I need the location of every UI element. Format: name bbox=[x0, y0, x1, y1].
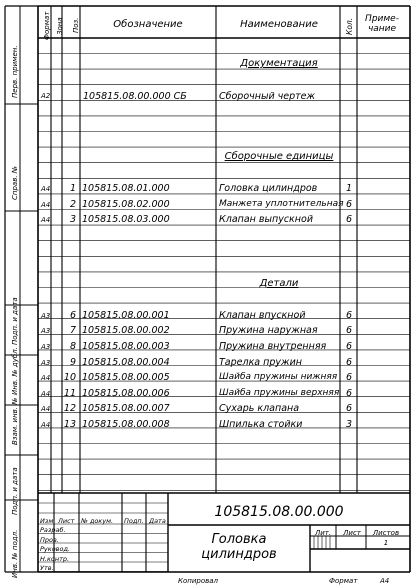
doc-row-name: Сборочный чертеж bbox=[219, 91, 316, 102]
part-row-qty: 6 bbox=[345, 357, 353, 368]
part-row-format: А3 bbox=[41, 312, 51, 320]
part-row-pos: 8 bbox=[69, 341, 76, 352]
asm-row-format: А4 bbox=[41, 201, 51, 209]
header-qty: Кол. bbox=[345, 17, 354, 35]
part-row-qty: 6 bbox=[345, 325, 353, 336]
asm-row-designation: 105815.08.03.000 bbox=[82, 214, 170, 225]
asm-row-format: А4 bbox=[41, 216, 51, 224]
part-row-name: Пружина внутренняя bbox=[219, 341, 327, 352]
header-note-line1: Приме- bbox=[365, 14, 399, 24]
doc-row-format: А2 bbox=[41, 92, 51, 100]
label-vzam-inv: Взам. инв. № bbox=[11, 397, 19, 445]
part-row-pos: 6 bbox=[69, 310, 76, 321]
asm-row-qty: 1 bbox=[345, 183, 353, 194]
tb-label-sign: Подп. bbox=[124, 517, 144, 525]
part-row-designation: 105815.08.00.004 bbox=[82, 357, 170, 368]
part-row-designation: 105815.08.00.008 bbox=[82, 419, 170, 430]
asm-row-qty: 6 bbox=[345, 214, 353, 225]
label-sign-date-1: Подп. и дата bbox=[11, 297, 19, 345]
part-row-name: Тарелка пружин bbox=[219, 357, 302, 368]
asm-row-name: Клапан выпускной bbox=[219, 214, 313, 225]
part-row-designation: 105815.08.00.001 bbox=[82, 310, 170, 321]
header-name: Наименование bbox=[240, 19, 318, 30]
part-row-format: А3 bbox=[41, 327, 51, 335]
header-pos: Поз. bbox=[72, 17, 80, 33]
tb-label-lit: Лит. bbox=[314, 529, 332, 537]
header-note bbox=[365, 14, 399, 35]
tb-sheets-value: 1 bbox=[383, 539, 389, 547]
label-sign-date-2: Подп. и дата bbox=[11, 467, 19, 515]
part-row-name: Пружина наружная bbox=[219, 325, 318, 336]
part-row-pos: 9 bbox=[69, 357, 76, 368]
footer-copied: Копировал bbox=[178, 577, 218, 585]
tb-label-date: Дата bbox=[149, 517, 166, 525]
tb-label-rukovod: Руковод. bbox=[40, 545, 71, 553]
tb-label-izm: Изм. bbox=[40, 517, 56, 525]
header-designation: Обозначение bbox=[113, 19, 183, 30]
tb-label-utv: Утв. bbox=[40, 564, 54, 572]
label-inv-dubl: Инв. № дубл. bbox=[11, 347, 19, 395]
part-row-name: Шайба пружины верхняя bbox=[219, 388, 340, 398]
part-row-name: Сухарь клапана bbox=[219, 403, 300, 414]
tb-label-n-kontr: Н.контр. bbox=[40, 555, 70, 563]
part-row-name: Шпилька стойки bbox=[219, 419, 303, 430]
tb-label-prov: Пров. bbox=[40, 536, 59, 544]
part-row-pos: 7 bbox=[69, 325, 76, 336]
part-row-format: А4 bbox=[41, 374, 51, 382]
doc-row-designation: 105815.08.00.000 СБ bbox=[83, 91, 187, 102]
label-first-use: Перв. примен. bbox=[11, 45, 19, 98]
part-row-format: А4 bbox=[41, 405, 51, 413]
part-row-format: А4 bbox=[41, 421, 51, 429]
asm-row-name: Головка цилиндров bbox=[219, 183, 318, 194]
asm-row-pos: 1 bbox=[69, 183, 76, 194]
section-parts: Детали bbox=[259, 278, 299, 289]
part-row-pos: 13 bbox=[63, 419, 76, 430]
tb-label-doc-no: № докум. bbox=[81, 517, 114, 525]
part-row-qty: 6 bbox=[345, 388, 353, 399]
part-row-designation: 105815.08.00.005 bbox=[82, 372, 170, 383]
tb-label-razrab: Разраб. bbox=[40, 526, 66, 534]
part-row-designation: 105815.08.00.002 bbox=[82, 325, 170, 336]
header-zone: Зона bbox=[56, 17, 64, 35]
label-ref-no: Справ. № bbox=[11, 165, 19, 200]
asm-row-pos: 2 bbox=[69, 199, 76, 210]
tb-label-sheet: Лист bbox=[343, 529, 361, 537]
part-row-designation: 105815.08.00.006 bbox=[82, 388, 170, 399]
part-row-designation: 105815.08.00.003 bbox=[82, 341, 170, 352]
tb-label-sheets: Листов bbox=[372, 529, 400, 537]
title-line2: цилиндров bbox=[201, 546, 277, 562]
header-format: Формат bbox=[43, 11, 51, 40]
part-row-pos: 11 bbox=[63, 388, 76, 399]
footer-format-label: Формат bbox=[329, 577, 358, 585]
part-row-format: А4 bbox=[41, 390, 51, 398]
header-note-line2: чание bbox=[367, 24, 397, 35]
part-row-format: А3 bbox=[41, 343, 51, 351]
title-block-designation: 105815.08.00.000 bbox=[214, 504, 344, 520]
part-row-qty: 6 bbox=[345, 403, 353, 414]
part-row-qty: 6 bbox=[345, 310, 353, 321]
section-documentation: Документация bbox=[240, 58, 318, 69]
part-row-qty: 6 bbox=[345, 372, 353, 383]
part-row-format: А3 bbox=[41, 359, 51, 367]
label-inv-orig: Инв. № подл. bbox=[11, 529, 19, 578]
part-row-name: Шайба пружины нижняя bbox=[219, 372, 338, 382]
asm-row-qty: 6 bbox=[345, 199, 353, 210]
part-row-pos: 12 bbox=[63, 403, 76, 414]
part-row-pos: 10 bbox=[63, 372, 76, 383]
title-block-name bbox=[201, 533, 276, 563]
asm-row-designation: 105815.08.01.000 bbox=[82, 183, 170, 194]
asm-row-pos: 3 bbox=[69, 214, 76, 225]
part-row-name: Клапан впускной bbox=[219, 310, 306, 321]
part-row-qty: 6 bbox=[345, 341, 353, 352]
asm-row-designation: 105815.08.02.000 bbox=[82, 199, 170, 210]
section-assembly-units: Сборочные единицы bbox=[224, 151, 334, 162]
asm-row-format: А4 bbox=[41, 185, 51, 193]
part-row-designation: 105815.08.00.007 bbox=[82, 403, 170, 414]
asm-row-name: Манжета уплотнительная bbox=[219, 199, 344, 209]
title-line1: Головка bbox=[211, 532, 267, 547]
tb-label-list: Лист bbox=[58, 517, 75, 525]
footer-format-value: А4 bbox=[380, 577, 390, 585]
part-row-qty: 3 bbox=[345, 419, 353, 430]
